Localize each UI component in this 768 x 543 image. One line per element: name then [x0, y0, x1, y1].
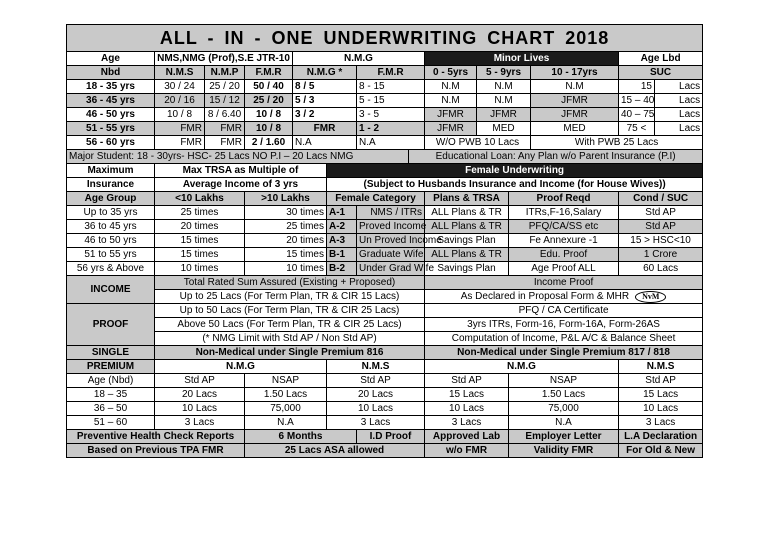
single-b1: 10 Lacs: [425, 402, 509, 416]
nms-suc-unit: Lacs: [655, 108, 703, 122]
footer-id-proof: I.D Proof: [357, 430, 425, 444]
nms-nmp: 25 / 20: [205, 80, 245, 94]
nms-nmp: FMR: [205, 122, 245, 136]
female-proof: Fe Annexure -1: [509, 234, 619, 248]
table-row: [67, 402, 703, 416]
nms-age: 18 - 35 yrs: [67, 80, 155, 94]
single-b3: 15 Lacs: [619, 388, 703, 402]
header-fmr2: F.M.R: [357, 66, 425, 80]
header-nbd: Nbd: [67, 66, 155, 80]
single-nms-a: N.M.S: [327, 360, 425, 374]
nms-fmr2: N.A: [357, 136, 425, 150]
single-a2: N.A: [245, 416, 327, 430]
income-row-right: PFQ / CA Certificate: [425, 304, 703, 318]
income-row-right: 3yrs ITRs, Form-16, Form-16A, Form-26AS: [425, 318, 703, 332]
header-nmg: N.M.G: [293, 52, 425, 66]
female-proof: ITRs,F-16,Salary: [509, 206, 619, 220]
footer-old-new: For Old & New: [619, 444, 703, 458]
table-row: [67, 248, 703, 262]
trsa-heading-2: Average Income of 3 yrs: [155, 178, 327, 192]
table-row: [67, 388, 703, 402]
trsa-age: 46 to 50 yrs: [67, 234, 155, 248]
nms-nmg: N.A: [293, 136, 357, 150]
underwriting-chart: [66, 24, 702, 504]
single-b2: 75,000: [509, 402, 619, 416]
nms-suc-unit: Lacs: [655, 122, 703, 136]
nms-nmg: 3 / 2: [293, 108, 357, 122]
nms-suc-unit: Lacs: [655, 80, 703, 94]
nms-fmr: 25 / 20: [245, 94, 293, 108]
single-age: 36 – 50: [67, 402, 155, 416]
nms-fmr2: 5 - 15: [357, 94, 425, 108]
single-a3: 3 Lacs: [327, 416, 425, 430]
female-category: Un Proved Income: [357, 234, 425, 248]
trsa-gt: 15 times: [245, 248, 327, 262]
header-plans-trsa: Plans & TRSA: [425, 192, 509, 206]
header-suc: SUC: [619, 66, 703, 80]
trsa-heading-1: Max TRSA as Multiple of: [155, 164, 327, 178]
trsa-lt: 15 times: [155, 248, 245, 262]
income-head-left: Total Rated Sum Assured (Existing + Proposed): [155, 276, 425, 290]
header-age-group: Age Group: [67, 192, 155, 206]
female-plans: ALL Plans & TR: [425, 248, 509, 262]
nms-age: 56 - 60 yrs: [67, 136, 155, 150]
female-category: Under Grad Wife: [357, 262, 425, 276]
single-a1: 20 Lacs: [155, 388, 245, 402]
header-minor-0-5: 0 - 5yrs: [425, 66, 477, 80]
trsa-gt: 30 times: [245, 206, 327, 220]
header-minor-5-9: 5 - 9yrs: [477, 66, 531, 80]
table-row: [67, 94, 703, 108]
single-nsap: NSAP: [245, 374, 327, 388]
female-plans: Savings Plan: [425, 262, 509, 276]
footer-preventive: Preventive Health Check Reports: [67, 430, 245, 444]
trsa-gt: 20 times: [245, 234, 327, 248]
trsa-lt: 10 times: [155, 262, 245, 276]
note-major-student: Major Student: 18 - 30yrs- HSC- 25 Lacs NO P.I – 20 Lacs NMG: [67, 150, 409, 164]
table-row: [67, 220, 703, 234]
single-label: SINGLE: [67, 346, 155, 360]
female-cond: Std AP: [619, 220, 703, 234]
female-proof: PFQ/CA/SS etc: [509, 220, 619, 234]
table-row: [67, 262, 703, 276]
income-row-right-text: As Declared in Proposal Form & MHR: [460, 290, 630, 302]
header-fmr: F.M.R: [245, 66, 293, 80]
female-plans: Savings Plan: [425, 234, 509, 248]
nms-nms: 30 / 24: [155, 80, 205, 94]
nms-minor-1: N.M: [425, 94, 477, 108]
table-row: [67, 206, 703, 220]
female-plans: ALL Plans & TR: [425, 206, 509, 220]
single-b1: 15 Lacs: [425, 388, 509, 402]
trsa-age: 51 to 55 yrs: [67, 248, 155, 262]
female-cond: 1 Crore: [619, 248, 703, 262]
female-category: NMS / ITRs: [357, 206, 425, 220]
header-proof-reqd: Proof Reqd: [509, 192, 619, 206]
trsa-age: 56 yrs & Above: [67, 262, 155, 276]
nms-minor-wo-pwb: W/O PWB 10 Lacs: [425, 136, 531, 150]
single-age-nbd: Age (Nbd): [67, 374, 155, 388]
female-cond: 60 Lacs: [619, 262, 703, 276]
single-b2: N.A: [509, 416, 619, 430]
single-817-heading: Non-Medical under Single Premium 817 / 818: [425, 346, 703, 360]
single-b1: 3 Lacs: [425, 416, 509, 430]
single-std-ap: Std AP: [619, 374, 703, 388]
max-insurance-1: Maximum: [67, 164, 155, 178]
female-category: Graduate Wife: [357, 248, 425, 262]
nms-age: 46 - 50 yrs: [67, 108, 155, 122]
single-b3: 3 Lacs: [619, 416, 703, 430]
single-816-heading: Non-Medical under Single Premium 816: [155, 346, 425, 360]
income-row-left: (* NMG Limit with Std AP / Non Std AP): [155, 332, 425, 346]
female-code: A-1: [327, 206, 357, 220]
nms-fmr2: 1 - 2: [357, 122, 425, 136]
trsa-age: Up to 35 yrs: [67, 206, 155, 220]
nms-nms: FMR: [155, 136, 205, 150]
note-educational-loan: Educational Loan: Any Plan w/o Parent Insurance (P.I): [409, 150, 703, 164]
single-age: 51 – 60: [67, 416, 155, 430]
nms-nms: 20 / 16: [155, 94, 205, 108]
trsa-lt: 20 times: [155, 220, 245, 234]
footer-approved-lab: Approved Lab: [425, 430, 509, 444]
nms-fmr2: 3 - 5: [357, 108, 425, 122]
nms-minor-1: JFMR: [425, 122, 477, 136]
nms-minor-2: MED: [477, 122, 531, 136]
nms-nmg: FMR: [293, 122, 357, 136]
header-gt-10-lakhs: >10 Lakhs: [245, 192, 327, 206]
nms-nmp: 8 / 6.40: [205, 108, 245, 122]
nms-suc-value: 40 – 75: [619, 108, 655, 122]
female-code: B-1: [327, 248, 357, 262]
nms-minor-3: N.M: [531, 80, 619, 94]
trsa-gt: 10 times: [245, 262, 327, 276]
nms-age: 51 - 55 yrs: [67, 122, 155, 136]
table-row: [67, 234, 703, 248]
female-proof: Edu. Proof: [509, 248, 619, 262]
female-underwriting-subtitle: (Subject to Husbands Insurance and Income (for House Wives)): [327, 178, 703, 192]
nms-age: 36 - 45 yrs: [67, 94, 155, 108]
female-code: A-3: [327, 234, 357, 248]
footer-employer-letter: Employer Letter: [509, 430, 619, 444]
nms-minor-3: JFMR: [531, 94, 619, 108]
female-cond: Std AP: [619, 206, 703, 220]
single-nms-b: N.M.S: [619, 360, 703, 374]
single-nsap: NSAP: [509, 374, 619, 388]
nms-minor-1: N.M: [425, 80, 477, 94]
trsa-lt: 15 times: [155, 234, 245, 248]
table-row: [67, 136, 703, 150]
nms-minor-2: N.M: [477, 94, 531, 108]
income-row-left: Up to 50 Lacs (For Term Plan, TR & CIR 25 Lacs): [155, 304, 425, 318]
single-b3: 10 Lacs: [619, 402, 703, 416]
nvm-logo: NvM: [635, 291, 666, 303]
nms-nmp: FMR: [205, 136, 245, 150]
income-head-right: Income Proof: [425, 276, 703, 290]
single-a2: 1.50 Lacs: [245, 388, 327, 402]
header-minor-lives: Minor Lives: [425, 52, 619, 66]
single-nmg-b: N.M.G: [425, 360, 619, 374]
income-row-left: Above 50 Lacs (For Term Plan, TR & CIR 25 Lacs): [155, 318, 425, 332]
header-female-category: Female Category: [327, 192, 425, 206]
premium-label: PREMIUM: [67, 360, 155, 374]
header-nms-group: NMS,NMG (Prof),S.E JTR-10: [155, 52, 293, 66]
single-a1: 3 Lacs: [155, 416, 245, 430]
single-b2: 1.50 Lacs: [509, 388, 619, 402]
income-row-left: Up to 25 Lacs (For Term Plan, TR & CIR 15 Lacs): [155, 290, 425, 304]
nms-minor-with-pwb: With PWB 25 Lacs: [531, 136, 703, 150]
nms-nms: 10 / 8: [155, 108, 205, 122]
income-row-right: Computation of Income, P&L A/C & Balance Sheet: [425, 332, 703, 346]
female-code: A-2: [327, 220, 357, 234]
table-row: [67, 122, 703, 136]
nms-fmr2: 8 - 15: [357, 80, 425, 94]
trsa-age: 36 to 45 yrs: [67, 220, 155, 234]
footer-tpa-fmr: Based on Previous TPA FMR: [67, 444, 245, 458]
female-cond: 15 > HSC<10: [619, 234, 703, 248]
nms-fmr: 2 / 1.60: [245, 136, 293, 150]
female-plans: ALL Plans & TR: [425, 220, 509, 234]
nms-nmg: 5 / 3: [293, 94, 357, 108]
nms-fmr: 10 / 8: [245, 122, 293, 136]
nms-nmp: 15 / 12: [205, 94, 245, 108]
female-category: Proved Income: [357, 220, 425, 234]
chart-title: ALL - IN - ONE UNDERWRITING CHART 2018: [67, 25, 703, 52]
female-proof: Age Proof ALL: [509, 262, 619, 276]
trsa-gt: 25 times: [245, 220, 327, 234]
table-row: [67, 108, 703, 122]
single-std-ap: Std AP: [155, 374, 245, 388]
header-minor-10-17: 10 - 17yrs: [531, 66, 619, 80]
nms-suc-unit: Lacs: [655, 94, 703, 108]
nms-minor-1: JFMR: [425, 108, 477, 122]
header-nmp: N.M.P: [205, 66, 245, 80]
income-label: INCOME: [67, 276, 155, 304]
nms-fmr: 10 / 8: [245, 108, 293, 122]
single-a3: 20 Lacs: [327, 388, 425, 402]
table-row: [67, 80, 703, 94]
footer-6-months: 6 Months: [245, 430, 357, 444]
single-a3: 10 Lacs: [327, 402, 425, 416]
footer-la-declaration: L.A Declaration: [619, 430, 703, 444]
income-row-right: [425, 290, 703, 304]
nms-minor-2: N.M: [477, 80, 531, 94]
nms-minor-3: MED: [531, 122, 619, 136]
trsa-lt: 25 times: [155, 206, 245, 220]
female-code: B-2: [327, 262, 357, 276]
single-std-ap: Std AP: [425, 374, 509, 388]
nms-suc-value: 15 – 40: [619, 94, 655, 108]
single-a1: 10 Lacs: [155, 402, 245, 416]
nms-suc-value: 75 <: [619, 122, 655, 136]
single-age: 18 – 35: [67, 388, 155, 402]
proof-label: PROOF: [67, 304, 155, 346]
female-underwriting-title: Female Underwriting: [327, 164, 703, 178]
nms-minor-3: JFMR: [531, 108, 619, 122]
header-nmg-star: N.M.G *: [293, 66, 357, 80]
single-nmg-a: N.M.G: [155, 360, 327, 374]
nms-minor-2: JFMR: [477, 108, 531, 122]
table-row: [67, 416, 703, 430]
footer-wo-fmr: w/o FMR: [425, 444, 509, 458]
single-std-ap: Std AP: [327, 374, 425, 388]
footer-validity-fmr: Validity FMR: [509, 444, 619, 458]
nms-fmr: 50 / 40: [245, 80, 293, 94]
nms-nms: FMR: [155, 122, 205, 136]
header-cond-suc: Cond / SUC: [619, 192, 703, 206]
chart-table: [66, 24, 703, 458]
header-nms: N.M.S: [155, 66, 205, 80]
max-insurance-2: Insurance: [67, 178, 155, 192]
header-lt-10-lakhs: <10 Lakhs: [155, 192, 245, 206]
footer-asa-allowed: 25 Lacs ASA allowed: [245, 444, 425, 458]
nms-nmg: 8 / 5: [293, 80, 357, 94]
nms-suc-value: 15: [619, 80, 655, 94]
header-age-lbd: Age Lbd: [619, 52, 703, 66]
header-age: Age: [67, 52, 155, 66]
single-a2: 75,000: [245, 402, 327, 416]
